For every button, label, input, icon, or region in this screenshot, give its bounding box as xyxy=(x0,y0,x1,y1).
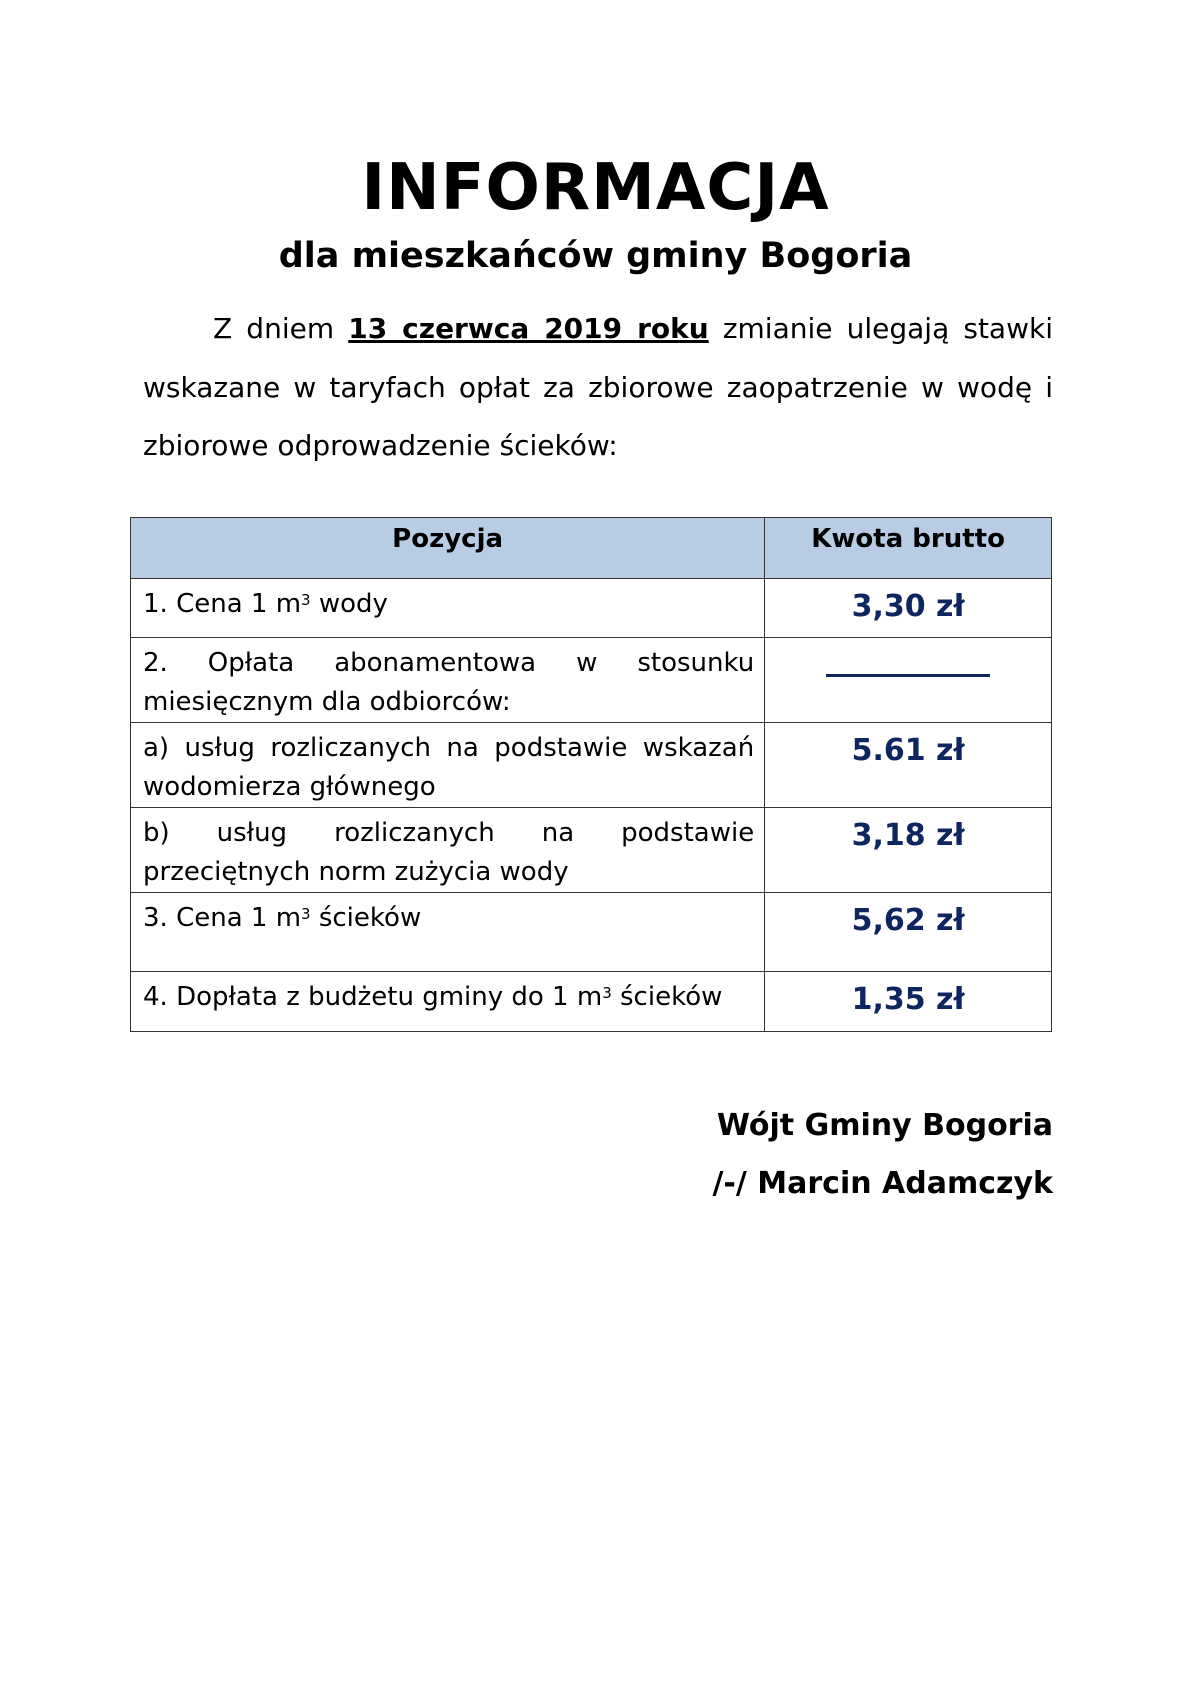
label-text: ścieków xyxy=(310,903,422,933)
table-header-row xyxy=(131,518,1052,579)
column-header-amount: Kwota brutto xyxy=(765,518,1052,579)
table-row xyxy=(131,893,1052,972)
table-row xyxy=(131,638,1052,723)
intro-after: zmianie ulegają stawki wskazane w taryfach opłat za zbiorowe zaopatrzenie w wodę i zbiorowe odprowadzenie ścieków: xyxy=(143,312,1053,462)
intro-before: Z dniem xyxy=(213,312,349,345)
label-text: wody xyxy=(310,589,388,619)
row-label xyxy=(131,893,765,972)
column-header-position: Pozycja xyxy=(131,518,765,579)
row-amount: 1,35 zł xyxy=(765,972,1052,1032)
table-row xyxy=(131,972,1052,1032)
signature-role: Wójt Gminy Bogoria xyxy=(716,1108,1053,1143)
row-amount: 5,62 zł xyxy=(765,893,1052,972)
table-row xyxy=(131,579,1052,638)
superscript: 3 xyxy=(301,591,311,609)
table-row xyxy=(131,723,1052,808)
row-label: 2. Opłata abonamentowa w stosunku miesięcznym dla odbiorców: xyxy=(131,638,765,723)
superscript: 3 xyxy=(301,905,311,923)
label-text: ścieków xyxy=(611,982,723,1012)
row-amount: 3,18 zł xyxy=(765,808,1052,893)
signature-name: /-/ Marcin Adamczyk xyxy=(712,1166,1053,1201)
dash-line-icon xyxy=(826,674,990,677)
page-subtitle: dla mieszkańców gminy Bogoria xyxy=(278,236,913,276)
label-text: 3. Cena 1 m xyxy=(143,903,302,933)
label-text: 4. Dopłata z budżetu gminy do 1 m xyxy=(143,982,603,1012)
row-label: a) usług rozliczanych na podstawie wskazań wodomierza głównego xyxy=(131,723,765,808)
row-amount: 3,30 zł xyxy=(765,579,1052,638)
superscript: 3 xyxy=(602,984,612,1002)
row-label: b) usług rozliczanych na podstawie przeciętnych norm zużycia wody xyxy=(131,808,765,893)
intro-paragraph xyxy=(143,300,1053,476)
row-amount-empty xyxy=(765,638,1052,723)
table-row xyxy=(131,808,1052,893)
tariff-table xyxy=(130,517,1052,1032)
row-label xyxy=(131,972,765,1032)
page-title: INFORMACJA xyxy=(361,151,830,225)
row-amount: 5.61 zł xyxy=(765,723,1052,808)
row-label xyxy=(131,579,765,638)
effective-date: 13 czerwca 2019 roku xyxy=(348,312,709,345)
label-text: 1. Cena 1 m xyxy=(143,589,302,619)
